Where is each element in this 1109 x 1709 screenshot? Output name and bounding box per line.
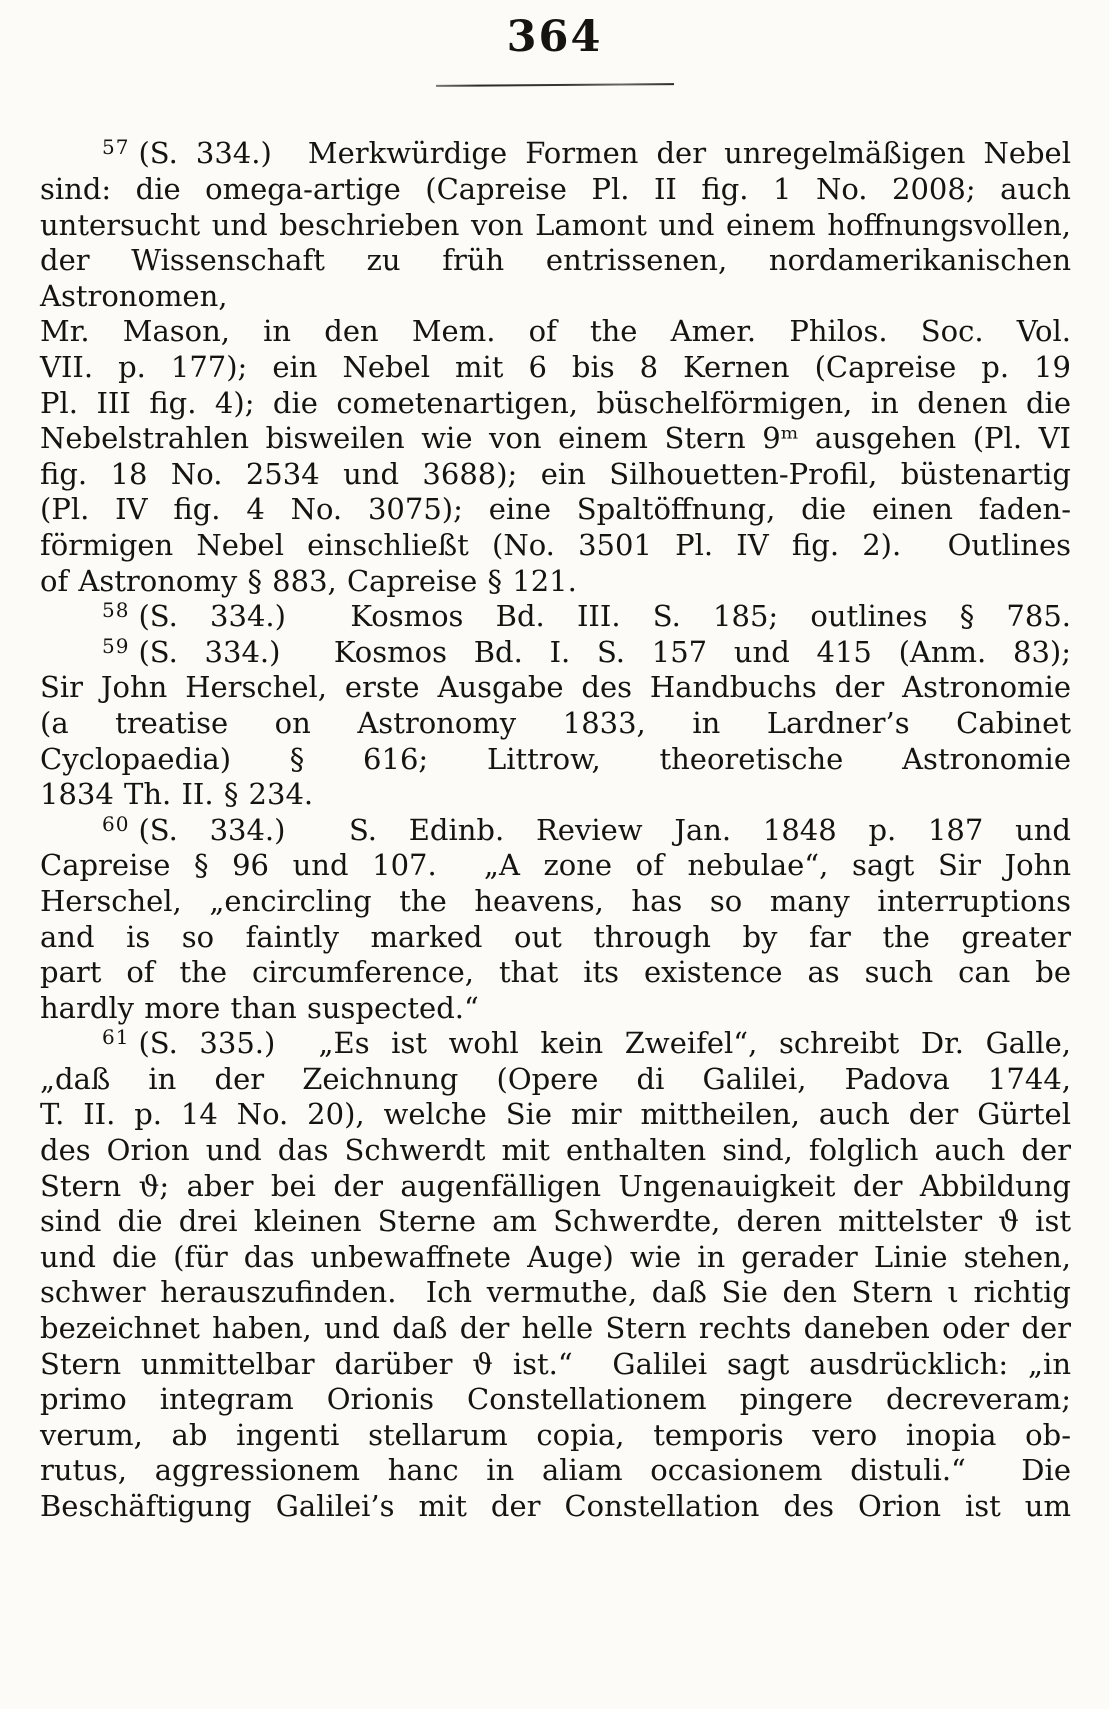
note-line: rutus, aggressionem hanc in aliam occasionem distuli.“ Die <box>40 1453 1071 1488</box>
note-line: Cyclopaedia) § 616; Littrow, theoretische Astronomie <box>40 741 1071 776</box>
note-line: Stern unmittelbar darüber ϑ ist.“ Galilei sagt ausdrücklich: „in <box>40 1346 1071 1381</box>
note-line <box>40 136 1071 172</box>
endnotes-text <box>40 135 1082 1524</box>
note-line-text: (S. 334.) Merkwürdige Formen der unregelmäßigen Nebel <box>138 136 1071 171</box>
note-line-text: (S. 334.) Kosmos Bd. III. S. 185; outlines § 785. <box>138 599 1071 634</box>
note-line: hardly more than suspected.“ <box>40 990 479 1025</box>
note-line: (Pl. IV fig. 4 No. 3075); eine Spaltöffnung, die einen faden- <box>40 492 1071 527</box>
note-line: schwer herauszufinden. Ich vermuthe, daß Sie den Stern ι richtig <box>40 1275 1071 1310</box>
note-line: und die (für das unbewaffnete Auge) wie in gerader Linie stehen, <box>40 1239 1071 1274</box>
note-line: bezeichnet haben, und daß der helle Stern rechts daneben oder der <box>40 1311 1071 1346</box>
note-line: untersucht und beschrieben von Lamont und einem hoffnungsvollen, <box>40 207 1071 242</box>
note-line-text: (S. 334.) S. Edinb. Review Jan. 1848 p. 187 und <box>138 812 1071 847</box>
note-line <box>40 599 1071 635</box>
note-61 <box>40 1026 1071 1524</box>
note-line-text: (S. 334.) Kosmos Bd. I. S. 157 und 415 (Anm. 83); <box>138 634 1071 669</box>
note-line: primo integram Orionis Constellationem pingere decreveram; <box>40 1382 1071 1417</box>
note-57 <box>40 135 1082 599</box>
footnote-marker: 57 <box>102 135 130 160</box>
footnote-marker: 58 <box>102 598 130 623</box>
note-60 <box>40 813 1071 1027</box>
note-line: sind: die omega-artige (Capreise Pl. II fig. 1 No. 2008; auch <box>40 172 1071 207</box>
footnote-marker: 59 <box>102 633 130 658</box>
note-line: (a treatise on Astronomy 1833, in Lardner’s Cabinet <box>40 705 1071 740</box>
note-59 <box>40 635 1071 813</box>
note-line <box>40 1026 1071 1062</box>
note-line: verum, ab ingenti stellarum copia, temporis vero inopia ob- <box>40 1417 1071 1452</box>
note-line: of Astronomy § 883, Capreise § 121. <box>40 563 577 598</box>
divider-rule <box>435 84 673 88</box>
note-line <box>40 635 1071 671</box>
note-line: T. II. p. 14 No. 20), welche Sie mir mittheilen, auch der Gürtel <box>40 1097 1071 1132</box>
footnote-marker: 61 <box>102 1025 130 1050</box>
note-line: Herschel, „encircling the heavens, has so many interruptions <box>40 883 1071 918</box>
note-line: der Wissenschaft zu früh entrissenen, nordamerikanischen Astronomen, <box>40 243 1082 313</box>
note-line: sind die drei kleinen Sterne am Schwerdte, deren mittelster ϑ ist <box>40 1204 1071 1239</box>
note-line: Beschäftigung Galilei’s mit der Constellation des Orion ist um <box>40 1489 1071 1523</box>
note-line: Mr. Mason, in den Mem. of the Amer. Philos. Soc. Vol. <box>40 314 1071 349</box>
note-line: 1834 Th. II. § 234. <box>40 777 314 812</box>
note-line <box>40 813 1071 849</box>
note-line: VII. p. 177); ein Nebel mit 6 bis 8 Kernen (Capreise p. 19 <box>40 350 1071 384</box>
page-number: 364 <box>506 12 603 62</box>
footnote-marker: 60 <box>102 811 130 836</box>
note-line-text: (S. 335.) „Es ist wohl kein Zweifel“, schreibt Dr. Galle, <box>138 1026 1071 1061</box>
note-line: Capreise § 96 und 107. „A zone of nebulae“, sagt Sir John <box>40 848 1071 883</box>
note-line: Stern ϑ; aber bei der augenfälligen Ungenauigkeit der Abbildung <box>40 1168 1071 1203</box>
note-line: Pl. III fig. 4); die cometenartigen, büschelförmigen, in denen die <box>40 385 1071 420</box>
note-line: Nebelstrahlen bisweilen wie von einem Stern 9ᵐ ausgehen (Pl. VI <box>40 421 1071 456</box>
note-line: förmigen Nebel einschließt (No. 3501 Pl. IV fig. 2). Outlines <box>40 527 1071 562</box>
note-line: part of the circumference, that its existence as such can be <box>40 955 1071 990</box>
note-line: „daß in der Zeichnung (Opere di Galilei, Padova 1744, <box>40 1061 1071 1096</box>
note-58 <box>40 599 1071 635</box>
note-line: Sir John Herschel, erste Ausgabe des Handbuchs der Astronomie <box>40 670 1071 705</box>
note-line: fig. 18 No. 2534 und 3688); ein Silhouetten-Profil, büstenartig <box>40 456 1071 491</box>
note-line: and is so faintly marked out through by far the greater <box>40 919 1071 954</box>
note-line: des Orion und das Schwerdt mit enthalten sind, folglich auch der <box>40 1133 1071 1168</box>
